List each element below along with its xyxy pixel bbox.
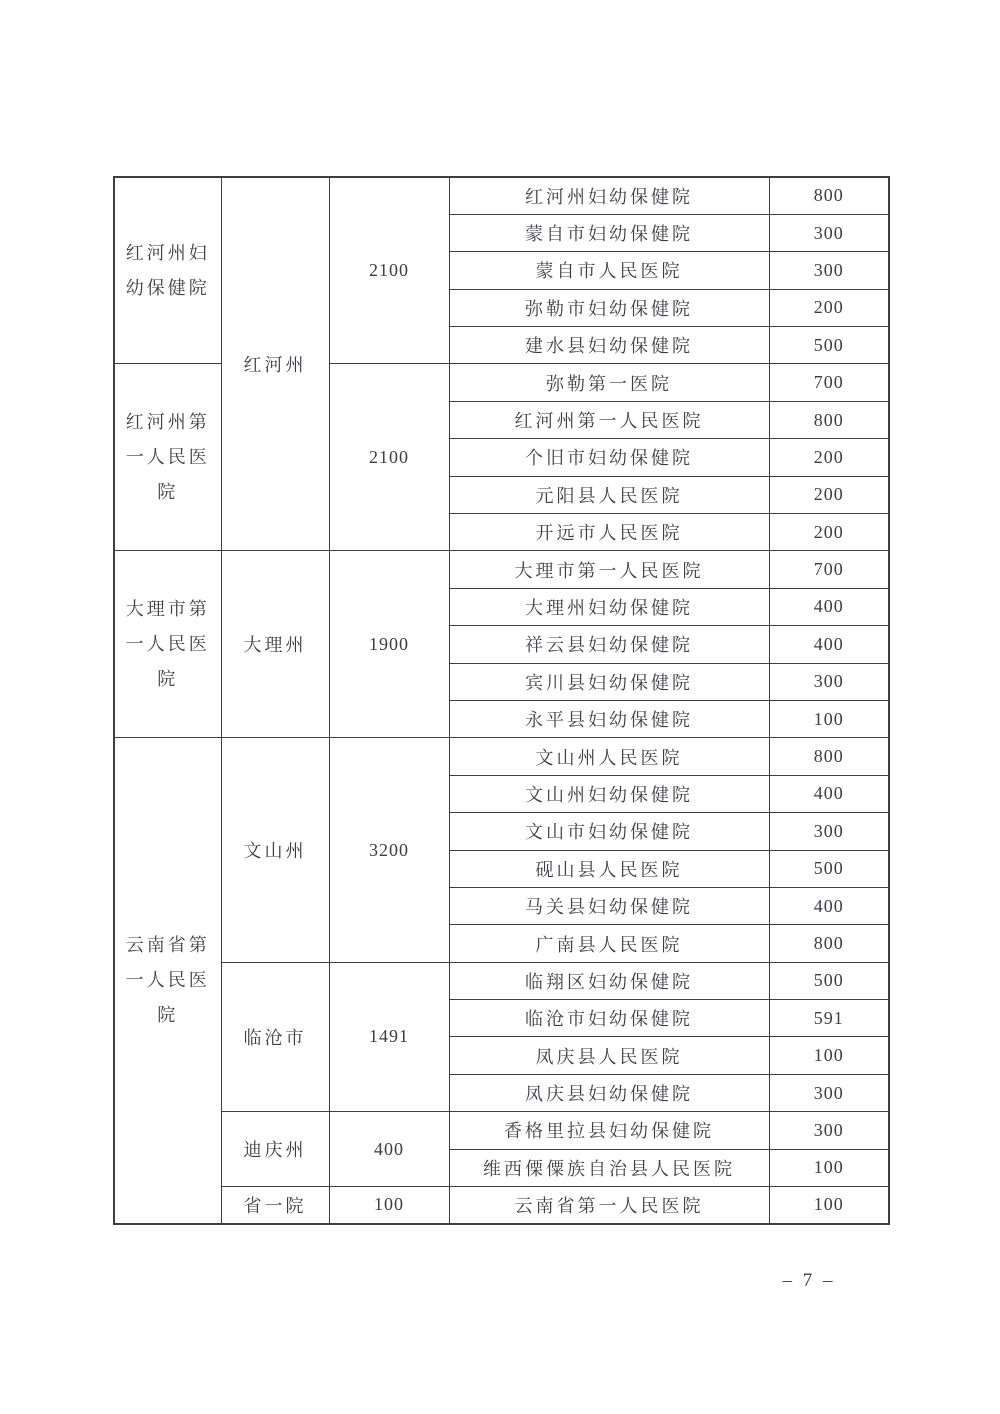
region-cell: 临沧市 [221, 962, 329, 1112]
quota-cell: 2100 [329, 364, 449, 551]
org-cell: 红河州妇幼保健院 [114, 177, 221, 364]
amount-cell: 100 [769, 1149, 889, 1186]
amount-cell: 200 [769, 476, 889, 513]
facility-cell: 砚山县人民医院 [449, 850, 769, 887]
facility-cell: 蒙自市妇幼保健院 [449, 214, 769, 251]
facility-cell: 蒙自市人民医院 [449, 252, 769, 289]
amount-cell: 200 [769, 289, 889, 326]
org-cell: 云南省第一人民医院 [114, 738, 221, 1224]
amount-cell: 400 [769, 775, 889, 812]
quota-cell: 1900 [329, 551, 449, 738]
facility-cell: 文山州妇幼保健院 [449, 775, 769, 812]
amount-cell: 100 [769, 700, 889, 737]
amount-cell: 200 [769, 439, 889, 476]
region-cell: 省一院 [221, 1187, 329, 1224]
facility-cell: 维西傈僳族自治县人民医院 [449, 1149, 769, 1186]
facility-cell: 永平县妇幼保健院 [449, 700, 769, 737]
amount-cell: 300 [769, 214, 889, 251]
facility-cell: 临沧市妇幼保健院 [449, 1000, 769, 1037]
facility-cell: 祥云县妇幼保健院 [449, 626, 769, 663]
quota-cell: 2100 [329, 177, 449, 364]
amount-cell: 800 [769, 177, 889, 214]
page-number: – 7 – [782, 1270, 836, 1291]
amount-cell: 700 [769, 551, 889, 588]
facility-cell: 个旧市妇幼保健院 [449, 439, 769, 476]
amount-cell: 400 [769, 588, 889, 625]
amount-cell: 100 [769, 1037, 889, 1074]
quota-cell: 400 [329, 1112, 449, 1187]
facility-cell: 大理市第一人民医院 [449, 551, 769, 588]
amount-cell: 500 [769, 327, 889, 364]
table-row [114, 177, 889, 214]
quota-cell: 1491 [329, 962, 449, 1112]
table-row [114, 738, 889, 775]
amount-cell: 500 [769, 850, 889, 887]
amount-cell: 200 [769, 514, 889, 551]
facility-cell: 弥勒市妇幼保健院 [449, 289, 769, 326]
amount-cell: 500 [769, 962, 889, 999]
org-cell: 红河州第一人民医院 [114, 364, 221, 551]
facility-cell: 香格里拉县妇幼保健院 [449, 1112, 769, 1149]
facility-cell: 云南省第一人民医院 [449, 1187, 769, 1224]
amount-cell: 800 [769, 738, 889, 775]
allocation-table [113, 176, 890, 1225]
quota-cell: 100 [329, 1187, 449, 1224]
facility-cell: 宾川县妇幼保健院 [449, 663, 769, 700]
facility-cell: 马关县妇幼保健院 [449, 887, 769, 924]
facility-cell: 建水县妇幼保健院 [449, 327, 769, 364]
amount-cell: 800 [769, 401, 889, 438]
facility-cell: 广南县人民医院 [449, 925, 769, 962]
facility-cell: 文山市妇幼保健院 [449, 813, 769, 850]
facility-cell: 红河州妇幼保健院 [449, 177, 769, 214]
amount-cell: 591 [769, 1000, 889, 1037]
amount-cell: 100 [769, 1187, 889, 1224]
amount-cell: 300 [769, 813, 889, 850]
facility-cell: 红河州第一人民医院 [449, 401, 769, 438]
amount-cell: 700 [769, 364, 889, 401]
region-cell: 文山州 [221, 738, 329, 962]
table-row [114, 962, 889, 999]
region-cell: 红河州 [221, 177, 329, 551]
facility-cell: 开远市人民医院 [449, 514, 769, 551]
facility-cell: 文山州人民医院 [449, 738, 769, 775]
facility-cell: 凤庆县妇幼保健院 [449, 1074, 769, 1111]
facility-cell: 临翔区妇幼保健院 [449, 962, 769, 999]
amount-cell: 300 [769, 1074, 889, 1111]
quota-cell: 3200 [329, 738, 449, 962]
amount-cell: 300 [769, 1112, 889, 1149]
amount-cell: 400 [769, 887, 889, 924]
facility-cell: 大理州妇幼保健院 [449, 588, 769, 625]
table-row [114, 551, 889, 588]
org-cell: 大理市第一人民医院 [114, 551, 221, 738]
table-row [114, 1187, 889, 1224]
region-cell: 大理州 [221, 551, 329, 738]
amount-cell: 400 [769, 626, 889, 663]
amount-cell: 300 [769, 663, 889, 700]
table-row [114, 1112, 889, 1149]
region-cell: 迪庆州 [221, 1112, 329, 1187]
amount-cell: 800 [769, 925, 889, 962]
facility-cell: 凤庆县人民医院 [449, 1037, 769, 1074]
amount-cell: 300 [769, 252, 889, 289]
facility-cell: 元阳县人民医院 [449, 476, 769, 513]
facility-cell: 弥勒第一医院 [449, 364, 769, 401]
